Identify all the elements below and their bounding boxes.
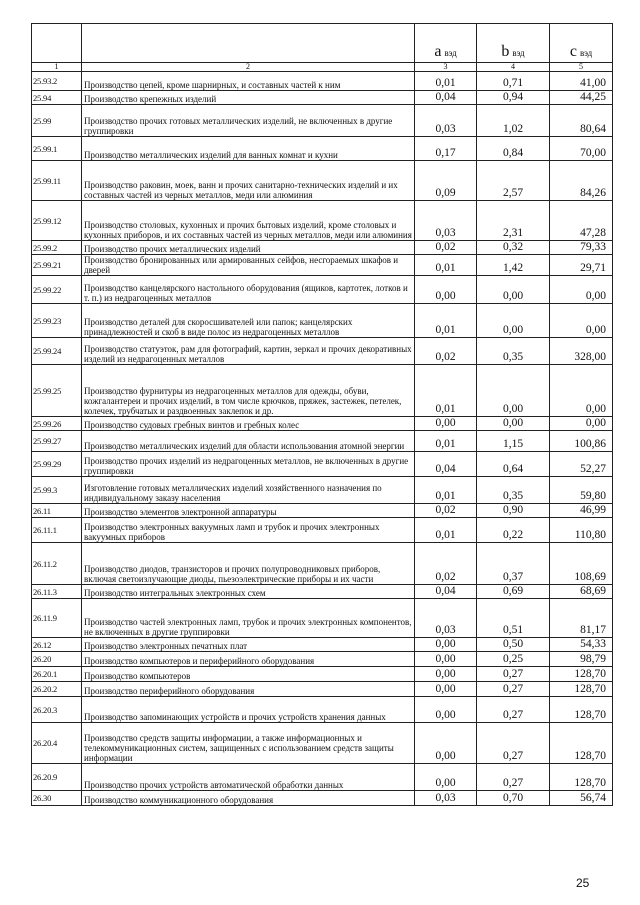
row-value-a: 0,04 bbox=[415, 452, 477, 477]
header-a-subscript: вэд bbox=[444, 48, 457, 58]
row-code: 26.11 bbox=[32, 504, 82, 518]
row-value-a: 0,00 bbox=[415, 723, 477, 764]
table-row bbox=[32, 697, 613, 723]
row-value-b: 2,31 bbox=[477, 201, 550, 241]
row-value-b: 0,25 bbox=[477, 652, 550, 667]
row-name: Производство прочих готовых металлических изделий, не включенных в другие группировки bbox=[82, 105, 415, 137]
row-code: 25.99.1 bbox=[32, 137, 82, 161]
row-value-b: 0,69 bbox=[477, 585, 550, 599]
row-value-c: 98,79 bbox=[550, 652, 613, 667]
row-value-a: 0,03 bbox=[415, 201, 477, 241]
table-row bbox=[32, 255, 613, 276]
row-name: Производство канцелярского настольного оборудования (ящиков, картотек, лотков и т. п.) из недрагоценных металлов bbox=[82, 276, 415, 304]
row-code: 26.20.2 bbox=[32, 682, 82, 697]
row-value-c: 128,70 bbox=[550, 667, 613, 682]
row-name: Производство фурнитуры из недрагоценных металлов для одежды, обуви, кожгалантереи и прочих изделий, в том числе крючков, пряжек, застежек, петелек, колечек, трубчатых и раздвоенных заклепок и др. bbox=[82, 365, 415, 417]
coefficients-table bbox=[31, 23, 613, 806]
row-name: Производство компьютеров и периферийного оборудования bbox=[82, 652, 415, 667]
row-value-a: 0,01 bbox=[415, 431, 477, 452]
document-page bbox=[31, 23, 612, 806]
row-value-a: 0,00 bbox=[415, 638, 477, 652]
row-value-a: 0,04 bbox=[415, 91, 477, 105]
column-number-row bbox=[32, 63, 613, 72]
row-code: 25.99.24 bbox=[32, 338, 82, 365]
row-name: Производство частей электронных ламп, трубок и прочих электронных компонентов, не включенных в другие группировки bbox=[82, 599, 415, 638]
row-value-b: 0,90 bbox=[477, 504, 550, 518]
row-value-c: 328,00 bbox=[550, 338, 613, 365]
row-value-c: 54,33 bbox=[550, 638, 613, 652]
row-value-b: 1,02 bbox=[477, 105, 550, 137]
row-code: 26.11.3 bbox=[32, 585, 82, 599]
row-code: 25.99.22 bbox=[32, 276, 82, 304]
table-row bbox=[32, 452, 613, 477]
row-value-a: 0,00 bbox=[415, 667, 477, 682]
row-name: Производство электронных вакуумных ламп и трубок и прочих электронных вакуумных приборов bbox=[82, 518, 415, 543]
row-name: Производство цепей, кроме шарнирных, и составных частей к ним bbox=[82, 72, 415, 91]
table-row bbox=[32, 201, 613, 241]
row-name: Производство металлических изделий для ванных комнат и кухни bbox=[82, 137, 415, 161]
row-value-a: 0,17 bbox=[415, 137, 477, 161]
table-row bbox=[32, 304, 613, 338]
header-cell-c bbox=[550, 24, 613, 63]
header-b-subscript: вэд bbox=[512, 48, 525, 58]
header-c-symbol: c bbox=[569, 43, 577, 60]
row-value-a: 0,01 bbox=[415, 255, 477, 276]
page-number: 25 bbox=[576, 876, 590, 890]
header-cell-a bbox=[415, 24, 477, 63]
row-value-a: 0,04 bbox=[415, 585, 477, 599]
row-code: 25.99.11 bbox=[32, 161, 82, 201]
row-value-c: 108,69 bbox=[550, 543, 613, 585]
row-code: 25.99.3 bbox=[32, 477, 82, 504]
table-row bbox=[32, 585, 613, 599]
row-value-c: 29,71 bbox=[550, 255, 613, 276]
row-value-b: 0,27 bbox=[477, 764, 550, 791]
table-row bbox=[32, 431, 613, 452]
row-value-b: 0,27 bbox=[477, 697, 550, 723]
table-row bbox=[32, 417, 613, 431]
row-code: 25.99.23 bbox=[32, 304, 82, 338]
column-number: 3 bbox=[415, 63, 477, 72]
row-name: Изготовление готовых металлических изделий хозяйственного назначения по индивидуальному заказу населения bbox=[82, 477, 415, 504]
row-value-b: 0,27 bbox=[477, 667, 550, 682]
row-value-b: 2,57 bbox=[477, 161, 550, 201]
row-name: Производство электронных печатных плат bbox=[82, 638, 415, 652]
row-value-c: 128,70 bbox=[550, 764, 613, 791]
row-value-c: 0,00 bbox=[550, 365, 613, 417]
row-value-a: 0,00 bbox=[415, 652, 477, 667]
row-name: Производство запоминающих устройств и прочих устройств хранения данных bbox=[82, 697, 415, 723]
row-value-b: 0,84 bbox=[477, 137, 550, 161]
row-value-a: 0,01 bbox=[415, 304, 477, 338]
row-code: 26.20.9 bbox=[32, 764, 82, 791]
table-row bbox=[32, 137, 613, 161]
row-value-a: 0,02 bbox=[415, 338, 477, 365]
row-code: 26.12 bbox=[32, 638, 82, 652]
column-number: 5 bbox=[550, 63, 613, 72]
header-cell-name bbox=[82, 24, 415, 63]
table-row bbox=[32, 599, 613, 638]
row-value-a: 0,03 bbox=[415, 791, 477, 806]
row-code: 25.94 bbox=[32, 91, 82, 105]
row-value-b: 0,00 bbox=[477, 365, 550, 417]
row-value-c: 80,64 bbox=[550, 105, 613, 137]
row-value-c: 81,17 bbox=[550, 599, 613, 638]
row-value-c: 52,27 bbox=[550, 452, 613, 477]
row-value-c: 0,00 bbox=[550, 276, 613, 304]
column-number: 4 bbox=[477, 63, 550, 72]
table-row bbox=[32, 638, 613, 652]
row-name: Производство прочих изделий из недрагоценных металлов, не включенных в другие группировки bbox=[82, 452, 415, 477]
row-name: Производство диодов, транзисторов и прочих полупроводниковых приборов, включая светоизлучающие диоды, пьезоэлектрические приборы и их части bbox=[82, 543, 415, 585]
row-name: Производство периферийного оборудования bbox=[82, 682, 415, 697]
row-code: 25.99.25 bbox=[32, 365, 82, 417]
row-value-b: 0,35 bbox=[477, 477, 550, 504]
row-value-b: 0,70 bbox=[477, 791, 550, 806]
row-value-b: 1,15 bbox=[477, 431, 550, 452]
row-value-c: 44,25 bbox=[550, 91, 613, 105]
row-code: 26.11.9 bbox=[32, 599, 82, 638]
column-number: 1 bbox=[32, 63, 82, 72]
row-value-b: 0,32 bbox=[477, 241, 550, 255]
column-number: 2 bbox=[82, 63, 415, 72]
row-name: Производство деталей для скоросшивателей или папок; канцелярских принадлежностей и скоб в виде полос из недрагоценных металлов bbox=[82, 304, 415, 338]
table-row bbox=[32, 477, 613, 504]
table-row bbox=[32, 652, 613, 667]
table-row bbox=[32, 667, 613, 682]
row-code: 26.20 bbox=[32, 652, 82, 667]
row-value-c: 79,33 bbox=[550, 241, 613, 255]
row-name: Производство столовых, кухонных и прочих бытовых изделий, кроме столовых и кухонных приборов, и их составных частей из черных металлов, меди или алюминия bbox=[82, 201, 415, 241]
row-value-c: 128,70 bbox=[550, 723, 613, 764]
row-name: Производство интегральных электронных схем bbox=[82, 585, 415, 599]
row-value-c: 41,00 bbox=[550, 72, 613, 91]
row-code: 25.99.2 bbox=[32, 241, 82, 255]
table-row bbox=[32, 764, 613, 791]
row-value-b: 0,37 bbox=[477, 543, 550, 585]
row-value-c: 68,69 bbox=[550, 585, 613, 599]
row-value-a: 0,01 bbox=[415, 477, 477, 504]
row-value-c: 128,70 bbox=[550, 682, 613, 697]
row-value-c: 56,74 bbox=[550, 791, 613, 806]
row-value-b: 0,00 bbox=[477, 304, 550, 338]
table-row bbox=[32, 504, 613, 518]
row-value-b: 0,00 bbox=[477, 276, 550, 304]
row-name: Производство статуэток, рам для фотографий, картин, зеркал и прочих декоративных изделий из недрагоценных металлов bbox=[82, 338, 415, 365]
table-row bbox=[32, 543, 613, 585]
table-row bbox=[32, 276, 613, 304]
table-row bbox=[32, 791, 613, 806]
row-value-a: 0,00 bbox=[415, 417, 477, 431]
row-name: Производство элементов электронной аппаратуры bbox=[82, 504, 415, 518]
table-header-row bbox=[32, 24, 613, 63]
table-row bbox=[32, 105, 613, 137]
table-row bbox=[32, 72, 613, 91]
row-value-a: 0,03 bbox=[415, 105, 477, 137]
table-row bbox=[32, 241, 613, 255]
row-name: Производство крепежных изделий bbox=[82, 91, 415, 105]
row-value-b: 0,27 bbox=[477, 723, 550, 764]
row-code: 25.99 bbox=[32, 105, 82, 137]
row-name: Производство компьютеров bbox=[82, 667, 415, 682]
row-name: Производство судовых гребных винтов и гребных колес bbox=[82, 417, 415, 431]
row-name: Производство бронированных или армированных сейфов, несгораемых шкафов и дверей bbox=[82, 255, 415, 276]
row-name: Производство средств защиты информации, а также информационных и телекоммуникационных систем, защищенных с использованием средств защиты информации bbox=[82, 723, 415, 764]
row-value-b: 0,51 bbox=[477, 599, 550, 638]
row-code: 25.99.12 bbox=[32, 201, 82, 241]
row-value-c: 70,00 bbox=[550, 137, 613, 161]
table-row bbox=[32, 682, 613, 697]
row-value-c: 128,70 bbox=[550, 697, 613, 723]
row-value-a: 0,02 bbox=[415, 543, 477, 585]
row-value-b: 0,35 bbox=[477, 338, 550, 365]
row-code: 25.99.27 bbox=[32, 431, 82, 452]
row-value-c: 0,00 bbox=[550, 417, 613, 431]
row-code: 26.11.2 bbox=[32, 543, 82, 585]
table-row bbox=[32, 91, 613, 105]
row-value-a: 0,00 bbox=[415, 697, 477, 723]
header-a-symbol: a bbox=[434, 43, 442, 60]
row-code: 26.20.4 bbox=[32, 723, 82, 764]
row-value-a: 0,01 bbox=[415, 518, 477, 543]
row-value-a: 0,00 bbox=[415, 764, 477, 791]
row-code: 25.99.26 bbox=[32, 417, 82, 431]
row-value-b: 0,94 bbox=[477, 91, 550, 105]
row-value-c: 84,26 bbox=[550, 161, 613, 201]
row-value-a: 0,03 bbox=[415, 599, 477, 638]
row-value-b: 0,00 bbox=[477, 417, 550, 431]
row-value-a: 0,01 bbox=[415, 72, 477, 91]
row-name: Производство коммуникационного оборудования bbox=[82, 791, 415, 806]
row-value-a: 0,02 bbox=[415, 241, 477, 255]
row-value-b: 0,64 bbox=[477, 452, 550, 477]
row-code: 26.20.1 bbox=[32, 667, 82, 682]
row-value-c: 0,00 bbox=[550, 304, 613, 338]
row-code: 26.30 bbox=[32, 791, 82, 806]
table-row bbox=[32, 518, 613, 543]
row-name: Производство раковин, моек, ванн и прочих санитарно-технических изделий и их составных частей из черных металлов, меди или алюминия bbox=[82, 161, 415, 201]
table-row bbox=[32, 338, 613, 365]
row-code: 25.93.2 bbox=[32, 72, 82, 91]
header-b-symbol: b bbox=[501, 43, 510, 60]
row-value-a: 0,09 bbox=[415, 161, 477, 201]
row-name: Производство прочих устройств автоматической обработки данных bbox=[82, 764, 415, 791]
row-value-c: 46,99 bbox=[550, 504, 613, 518]
row-code: 26.20.3 bbox=[32, 697, 82, 723]
row-value-c: 47,28 bbox=[550, 201, 613, 241]
row-value-a: 0,02 bbox=[415, 504, 477, 518]
row-value-c: 59,80 bbox=[550, 477, 613, 504]
row-value-b: 0,71 bbox=[477, 72, 550, 91]
header-cell-code bbox=[32, 24, 82, 63]
row-value-b: 0,50 bbox=[477, 638, 550, 652]
table-row bbox=[32, 161, 613, 201]
row-value-b: 0,27 bbox=[477, 682, 550, 697]
row-value-b: 0,22 bbox=[477, 518, 550, 543]
row-name: Производство прочих металлических изделий bbox=[82, 241, 415, 255]
row-name: Производство металлических изделий для области использования атомной энергии bbox=[82, 431, 415, 452]
row-code: 26.11.1 bbox=[32, 518, 82, 543]
row-code: 25.99.21 bbox=[32, 255, 82, 276]
row-value-a: 0,00 bbox=[415, 276, 477, 304]
row-code: 25.99.29 bbox=[32, 452, 82, 477]
header-c-subscript: вэд bbox=[579, 48, 593, 58]
row-value-c: 110,80 bbox=[550, 518, 613, 543]
row-value-a: 0,01 bbox=[415, 365, 477, 417]
table-row bbox=[32, 365, 613, 417]
table-row bbox=[32, 723, 613, 764]
row-value-b: 1,42 bbox=[477, 255, 550, 276]
row-value-c: 100,86 bbox=[550, 431, 613, 452]
header-cell-b bbox=[477, 24, 550, 63]
row-value-a: 0,00 bbox=[415, 682, 477, 697]
